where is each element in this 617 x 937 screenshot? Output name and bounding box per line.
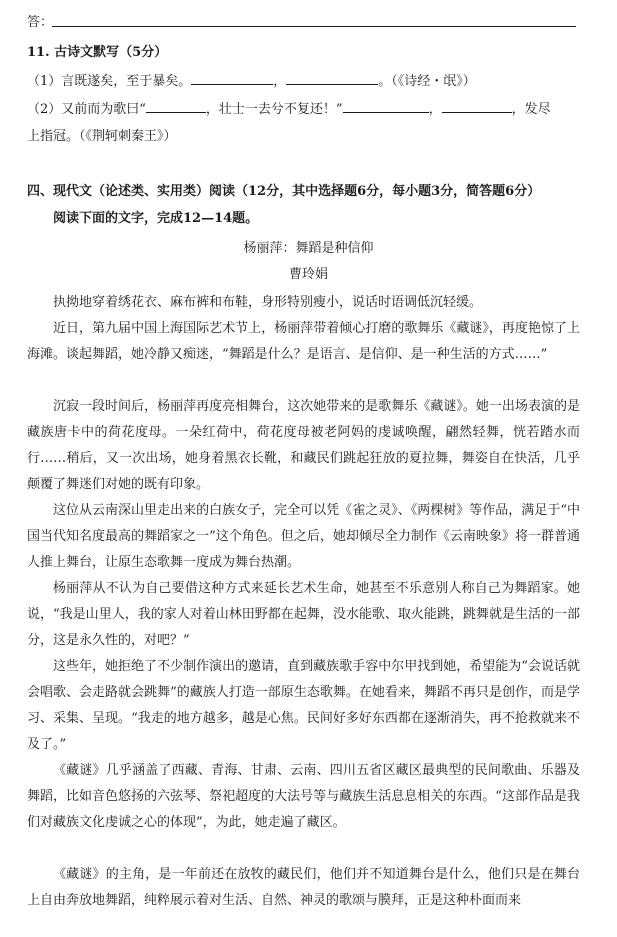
section-4-instruction: 阅读下面的文字，完成12—14题。 [53,211,259,226]
article-paragraph: 这位从云南深山里走出来的白族女子，完全可以凭《雀之灵》、《两棵树》等作品，满足于“中国当代知名度最高的舞蹈家之一”这个角色。但之后，她却倾尽全力制作《云南映象》将一群普通人推上舞台，让原生态歌舞一度成为舞台热潮。 [27,503,580,570]
article-paragraph: 沉寂一段时间后，杨丽萍再度亮相舞台，这次她带来的是歌舞乐《藏谜》。她一出场表演的是藏族唐卡中的荷花度母。一朵红荷中，荷花度母被老阿妈的虔诚唤醒，翩然轻舞，恍若踏水而行……稍后，又一次出场，她身着黑衣长靴，和藏民们跳起狂放的夏拉舞，舞姿自在快活，几乎颠覆了舞迷们对她的既有印象。 [27,399,580,492]
section-4-heading: 四、现代文（论述类、实用类）阅读（12分，其中选择题6分，每小题3分，简答题6分） [27,184,541,199]
item-2-text-c: ， [428,102,442,117]
question-11-title: 11. 古诗文默写（5分） [27,45,168,60]
article-paragraph: 近日，第九届中国上海国际艺术节上，杨丽萍带着倾心打磨的歌舞乐《藏谜》，再度艳惊了上海滩。谈起舞蹈，她冷静又痴迷，“舞蹈是什么？是语言、是信仰、是一种生活的方式……” [27,321,580,362]
blank-3[interactable] [146,100,206,113]
article-paragraph: 杨丽萍从不认为自己要借这种方式来延长艺术生命，她甚至不乐意别人称自己为舞蹈家。她说，“我是山里人，我的家人对着山林田野都在起舞，没水能歌、取火能跳，跳舞就是生活的一部分，这是永久性的，对吧？” [27,581,580,648]
article-paragraph: 《藏谜》几乎涵盖了西藏、青海、甘肃、云南、四川五省区藏区最典型的民间歌曲、乐器及舞蹈，比如音色悠扬的六弦琴、祭祀超度的大法号等与藏族生活息息相关的东西。“这部作品是我们对藏族文化虔诚之心的体现”，为此，她走遍了藏区。 [27,763,580,830]
blank-4[interactable] [343,100,429,113]
article-title: 杨丽萍：舞蹈是种信仰 [243,241,374,256]
blank-1[interactable] [191,72,273,85]
article-author: 曹玲娟 [288,267,328,282]
question-11-item-2 [27,100,551,119]
answer-blank[interactable] [52,26,576,27]
item-2-text-b: ，壮士一去兮不复还！” [205,102,343,117]
item-1-text-a: （1）言既遂矣，至于暴矣。 [27,74,192,89]
item-2-text-d: ，发尽 [511,102,551,117]
answer-label: 答： [27,15,54,30]
article-paragraph: 执拗地穿着绣花衣、麻布裤和布鞋，身形特别瘦小，说话时语调低沉轻缓。 [53,295,483,310]
item-2-text-a: （2）又前而为歌曰“ [27,102,146,117]
article-paragraph: 这些年，她拒绝了不少制作演出的邀请，直到藏族歌手容中尔甲找到她，希望能为“会说话就会唱歌、会走路就会跳舞”的藏族人打造一部原生态歌舞。在她看来，舞蹈不再只是创作，而是学习、采集、呈现。“我走的地方越多，越是心焦。民间好多好东西都在逐渐消失，再不抢救就来不及了。” [27,659,580,752]
question-11-item-2-cont: 上指冠。（《荆轲刺秦王》） [27,129,177,144]
item-1-text-b: ， [273,74,287,89]
blank-5[interactable] [442,100,512,113]
item-1-text-c: 。（《诗经・氓》） [378,74,476,89]
question-11-item-1 [27,72,476,91]
blank-2[interactable] [286,72,378,85]
article-paragraph: 《藏谜》的主角，是一年前还在放牧的藏民们，他们并不知道舞台是什么，他们只是在舞台上自由奔放地舞蹈，纯粹展示着对生活、自然、神灵的歌颂与膜拜，正是这种朴面而来 [27,867,580,908]
